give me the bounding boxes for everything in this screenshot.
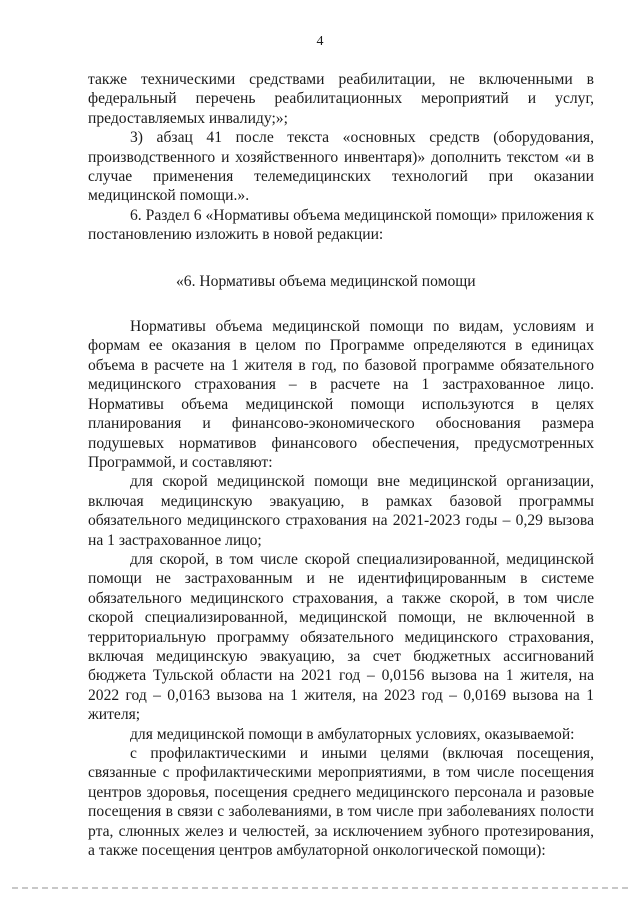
section-paragraph-2: для скорой медицинской помощи вне медицинской организации, включая медицинскую эвакуацию, в рамках базовой программы обязательного медицинского страхования на 2021-2023 годы – 0,29 вызова на 1 застрахованное лицо; <box>88 473 594 549</box>
page-number: 4 <box>316 34 324 49</box>
section-paragraph-3: для скорой, в том числе скорой специализированной, медицинской помощи не застрахованным и не идентифицированным в системе обязательного медицинского страхования, а также скорой, в том числе скорой специализированной, медицинской помощи, не включенной в территориальную программу обязательного медицинского страхования, включая медицинскую эвакуацию, за счет бюджетных ассигнований бюджета Тульской области на 2021 год – 0,0156 вызова на 1 жителя, на 2022 год – 0,0163 вызова на 1 жителя, на 2023 год – 0,0169 вызова на 1 жителя; <box>88 550 594 724</box>
section-heading: «6. Нормативы объема медицинской помощи <box>176 272 476 290</box>
footer-scan-line <box>12 887 628 893</box>
section-paragraph-4: для медицинской помощи в амбулаторных условиях, оказываемой: <box>130 725 575 743</box>
section-paragraph-1: Нормативы объема медицинской помощи по видам, условиям и формам ее оказания в целом по Программе определяются в единицах объема в расчете на 1 жителя в год, по базовой программе обязательного медицинского страхования – в расчете на 1 застрахованное лицо. Нормативы объема медицинской помощи используются в целях планирования и финансово-экономического обоснования размера подушевых нормативов финансового обеспечения, предусмотренных Программой, и составляют: <box>88 318 594 471</box>
body-paragraph-2: 3) абзац 41 после текста «основных средств (оборудования, производственного и хозяйственного инвентаря)» дополнить текстом «и в случае применения телемедицинских технологий при оказании медицинской помощи.». <box>88 129 594 205</box>
body-paragraph-3: 6. Раздел 6 «Нормативы объема медицинской помощи» приложения к постановлению изложить в новой редакции: <box>88 206 594 244</box>
document-body <box>88 70 594 860</box>
body-paragraph-1: также техническими средствами реабилитации, не включенными в федеральный перечень реабилитационных мероприятий и услуг, предоставляемых инвалиду;»; <box>88 71 594 127</box>
section-paragraph-5: с профилактическими и иными целями (включая посещения, связанные с профилактическими мероприятиями, в том числе посещения центров здоровья, посещения среднего медицинского персонала и разовые посещения в связи с заболеваниями, в том числе при заболеваниях полости рта, слюнных желез и челюстей, за исключением зубного протезирования, а также посещения центров амбулаторной онкологической помощи): <box>88 745 594 860</box>
